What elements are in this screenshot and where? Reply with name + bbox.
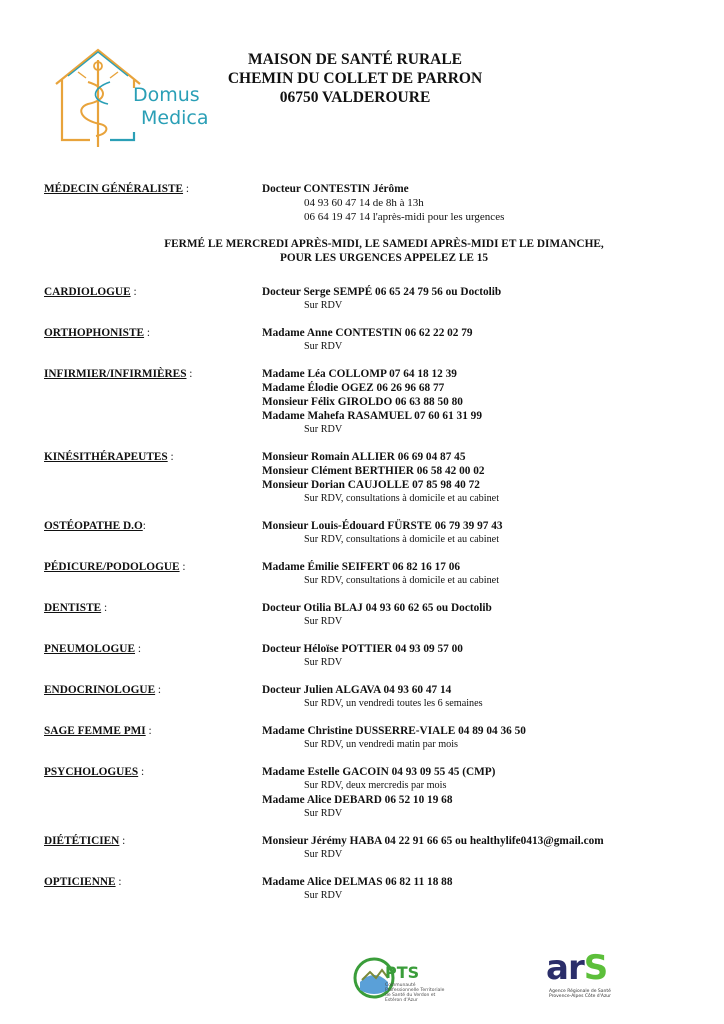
appointment-note: Sur RDV [304,616,343,627]
entry-opticienne [44,875,684,903]
appointment-note: Sur RDV [304,849,343,860]
appointment-note: Sur RDV [304,341,343,352]
ars-subtitle: Agence Régionale de Santé Provence-Alpes Côte d'Azur [549,989,612,999]
entry-label: PSYCHOLOGUES : [44,766,145,778]
contact-phone-line: 06 64 19 47 14 l'après-midi pour les urgences [304,211,505,223]
entry-label: CARDIOLOGUE : [44,286,137,298]
domus-medica-wordmark [133,84,209,130]
entry-label: OSTÉOPATHE D.O: [44,520,146,532]
contact-line: Monsieur Félix GIROLDO 06 63 88 50 80 [262,396,463,408]
entry-label: ORTHOPHONISTE : [44,327,151,339]
appointment-note: Sur RDV, un vendredi matin par mois [304,739,459,750]
logo-name-line1: Domus [133,84,200,106]
cpts-name: PTS [385,963,420,982]
contact-line: Monsieur Jérémy HABA 04 22 91 66 65 ou healthylife0413@gmail.com [262,835,604,847]
header-line1: MAISON DE SANTÉ RURALE [247,51,463,68]
contact-line: Madame Christine DUSSERRE-VIALE 04 89 04 36 50 [262,725,526,737]
header-line2: CHEMIN DU COLLET DE PARRON [227,70,483,87]
directory-list [44,182,684,916]
contact-line: Monsieur Louis-Édouard FÜRSTE 06 79 39 97 43 [262,520,503,532]
contact-line: Madame Alice DELMAS 06 82 11 18 88 [262,876,453,888]
entry-label: INFIRMIER/INFIRMIÈRES : [44,368,193,380]
appointment-note: Sur RDV [304,424,343,435]
entry-pneumologue [44,642,684,670]
contact-line: Madame Léa COLLOMP 07 64 18 12 39 [262,368,457,380]
cpts-subtitle: Communauté Professionnelle Territoriale de Santé du Verdon et Estéron d'Azur [385,983,445,1003]
entry-label: DENTISTE : [44,602,108,614]
entry-cardiologue [44,285,684,313]
appointment-note: Sur RDV, consultations à domicile et au cabinet [304,575,500,586]
contact-line: Docteur Otilia BLAJ 04 93 60 62 65 ou Doctolib [262,602,492,614]
contact-line: Monsieur Dorian CAUJOLLE 07 85 98 40 72 [262,479,480,491]
ars-logo: arS [546,948,608,988]
appointment-note: Sur RDV, un vendredi toutes les 6 semaines [304,698,483,709]
contact-line: Madame Élodie OGEZ 06 26 96 68 77 [262,382,445,394]
contact-line: Docteur Héloïse POTTIER 04 93 09 57 00 [262,643,463,655]
entry-generaliste [44,182,684,224]
contact-line: Docteur Julien ALGAVA 04 93 60 47 14 [262,684,452,696]
appointment-note: Sur RDV, consultations à domicile et au cabinet [304,534,500,545]
contact-line: Madame Émilie SEIFERT 06 82 16 17 06 [262,561,461,573]
appointment-note: Sur RDV [304,300,343,311]
entry-label: MÉDECIN GÉNÉRALISTE : [44,183,190,195]
contact-line: Madame Anne CONTESTIN 06 62 22 02 79 [262,327,473,339]
header-line3: 06750 VALDEROURE [279,89,431,106]
contact-line: Madame Mahefa RASAMUEL 07 60 61 31 99 [262,410,482,422]
closure-notice [44,237,684,265]
entry-ost-opathe-d-o [44,519,684,547]
entry-di-t-ticien [44,834,684,862]
entry-dentiste [44,601,684,629]
entry-label: SAGE FEMME PMI : [44,725,152,737]
entry-sage-femme-pmi [44,724,684,752]
header-title [200,50,510,107]
entry-label: OPTICIENNE : [44,876,122,888]
contact-phone-line: 04 93 60 47 14 de 8h à 13h [304,197,424,209]
entry-label: ENDOCRINOLOGUE : [44,684,162,696]
notice-line2: POUR LES URGENCES APPELEZ LE 15 [279,252,489,264]
entry-kin-sith-rapeutes [44,450,684,506]
entry-label: PÉDICURE/PODOLOGUE : [44,561,186,573]
entry-endocrinologue [44,683,684,711]
notice-line1: FERMÉ LE MERCREDI APRÈS-MIDI, LE SAMEDI APRÈS-MIDI ET LE DIMANCHE, [164,238,604,250]
entry-orthophoniste [44,326,684,354]
appointment-note: Sur RDV, consultations à domicile et au cabinet [304,493,500,504]
appointment-note: Sur RDV [304,657,343,668]
contact-line: Madame Estelle GACOIN 04 93 09 55 45 (CMP) [262,766,496,778]
appointment-note: Sur RDV, deux mercredis par mois [304,780,447,791]
entry-infirmier-infirmi-res [44,367,684,437]
entry-label: DIÉTÉTICIEN : [44,835,126,847]
entry-psychologues [44,765,684,821]
specialist-entries [44,285,684,903]
appointment-note: Sur RDV [304,808,343,819]
appointment-note: Sur RDV [304,890,343,901]
contact-line: Docteur CONTESTIN Jérôme [262,183,409,195]
contact-line: Monsieur Romain ALLIER 06 69 04 87 45 [262,451,466,463]
contact-line: Docteur Serge SEMPÉ 06 65 24 79 56 ou Doctolib [262,286,502,298]
entry-label: KINÉSITHÉRAPEUTES : [44,451,174,463]
contact-line: Madame Alice DEBARD 06 52 10 19 68 [262,794,453,806]
contact-line: Monsieur Clément BERTHIER 06 58 42 00 02 [262,465,485,477]
logo-name-line2: Medica [141,107,209,129]
entry-p-dicure-podologue [44,560,684,588]
entry-label: PNEUMOLOGUE : [44,643,141,655]
